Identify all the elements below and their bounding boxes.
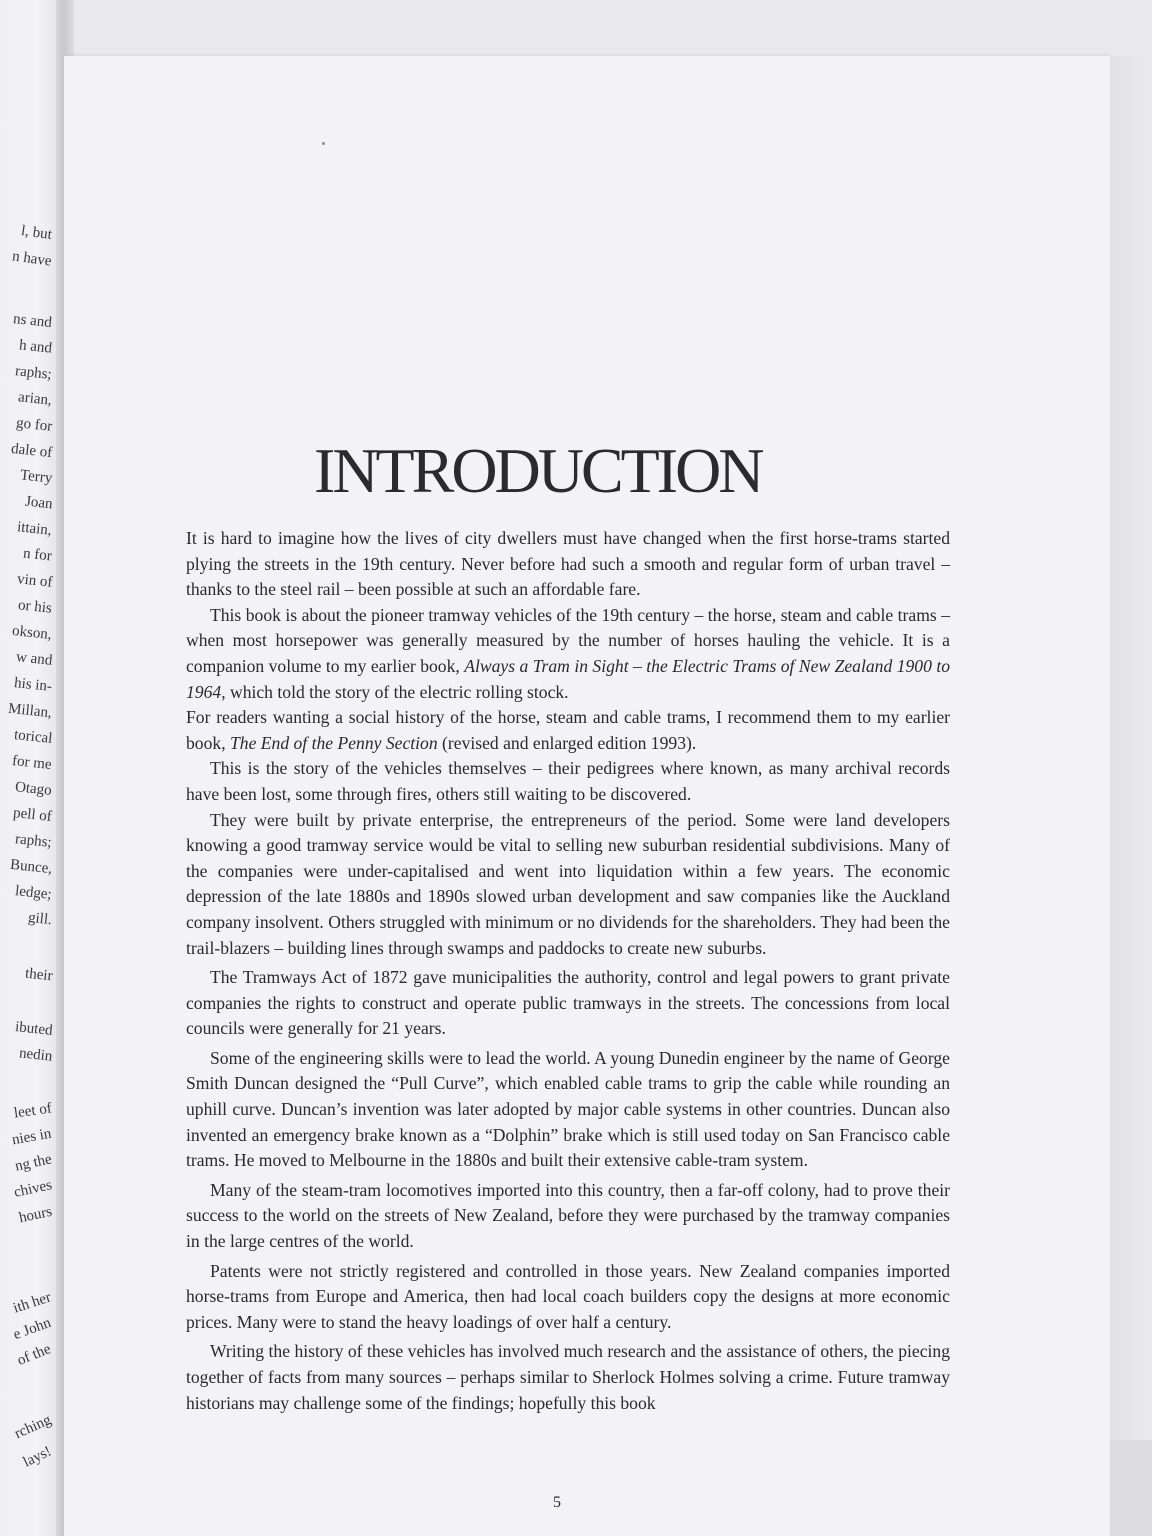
left-page-text-fragment: ledge; bbox=[14, 883, 53, 903]
left-page-text-fragment: gill. bbox=[27, 909, 53, 929]
paragraph: The Tramways Act of 1872 gave municipalities the authority, control and legal powers to grant private companies the rights to construct and operate public tramways in the streets. The concessions from local councils were generally for 21 years. bbox=[186, 967, 950, 1039]
left-facing-page bbox=[0, 0, 62, 1536]
left-page-text-fragment: rching bbox=[11, 1411, 54, 1443]
book-title: The End of the Penny Section bbox=[229, 732, 438, 753]
left-page-text-fragment: Otago bbox=[14, 779, 53, 799]
right-page bbox=[64, 56, 1110, 1536]
left-page-text-fragment: chives bbox=[12, 1177, 54, 1201]
left-page-text-fragment: raphs; bbox=[14, 831, 53, 851]
left-page-text-fragment: Terry bbox=[19, 467, 53, 487]
left-page-text-fragment: or his bbox=[17, 597, 53, 617]
left-page-text-fragment: ibuted bbox=[13, 1019, 53, 1039]
book-title: Always a Tram in Sight – the Electric Trams of New Zealand 1900 to 1964 bbox=[186, 655, 950, 702]
paragraph: This book is about the pioneer tramway vehicles of the 19th century – the horse, steam and cable trams – when most horsepower was generally measured by the number of horses hauling the vehicle. It is a companion volume to my earlier book, Always a Tram in Sight – the Electric Trams of New Zealand 1900 to 1964, which told the story of the electric rolling stock. bbox=[186, 604, 950, 702]
left-page-text-fragment: ng the bbox=[13, 1151, 54, 1175]
left-page-text-fragment: ns and bbox=[12, 311, 53, 331]
left-page-text-fragment: h and bbox=[18, 337, 53, 357]
left-page-text-fragment: Millan, bbox=[7, 700, 53, 722]
left-page-text-fragment: ittain, bbox=[16, 519, 53, 539]
left-page-text-fragment: n have bbox=[11, 248, 53, 270]
paragraph: Many of the steam-tram locomotives imported into this country, then a far-off colony, had to prove their success to the world on the streets of New Zealand, before they were purchased by the tramway companies in the large centres of the world. bbox=[186, 1179, 950, 1252]
left-page-text-fragment: Joan bbox=[23, 493, 53, 513]
page-title: INTRODUCTION bbox=[314, 434, 762, 506]
left-page-text-fragment: his in- bbox=[13, 675, 53, 695]
left-page-text-fragment: arian, bbox=[17, 389, 53, 409]
left-page-text-fragment: torical bbox=[12, 727, 53, 747]
paragraph: Patents were not strictly registered and controlled in those years. New Zealand companies imported horse-trams from Europe and America, then had local coach builders copy the designs at more economic prices. Many were to stand the heavy loadings of over half a century. bbox=[186, 1260, 950, 1332]
paragraph: It is hard to imagine how the lives of city dwellers must have changed when the first horse-trams started plying the streets in the 19th century. Never before had such a smooth and regular form of urban travel – thanks to the steel rail – been possible at such an affordable fare. bbox=[186, 528, 950, 600]
left-page-text-fragment: l, but bbox=[20, 222, 54, 244]
left-page-text-fragment: w and bbox=[15, 649, 53, 669]
left-page-text-fragment: dale of bbox=[10, 440, 53, 462]
page-speck bbox=[322, 142, 325, 145]
left-page-text-fragment: n for bbox=[22, 545, 53, 565]
left-page-text-fragment: ith her bbox=[11, 1289, 54, 1317]
paragraph: They were built by private enterprise, the entrepreneurs of the period. Some were land developers knowing a good tramway service would be vital to selling new suburban residential subdivisions. Many of the companies were under-capitalised and went into liquidation within a few years. The economic depression of the late 1880s and 1890s slowed urban development and saw companies like the Auckland company insolvent. Others struggled with minimum or no dividends for the shareholders. They had been the trail-blazers – building lines through swamps and paddocks to create new suburbs. bbox=[186, 809, 950, 958]
paragraph: Some of the engineering skills were to lead the world. A young Dunedin engineer by the name of George Smith Duncan designed the “Pull Curve”, which enabled cable trams to grip the cable while rounding an uphill curve. Duncan’s invention was later adopted by major cable systems in other countries. Duncan also invented an emergency brake known as a “Dolphin” brake which is still used today on San Francisco cable trams. He moved to Melbourne in the 1880s and built their extensive cable-tram system. bbox=[186, 1047, 950, 1171]
page-number: 5 bbox=[553, 1494, 561, 1511]
left-page-text-fragment: of the bbox=[15, 1341, 54, 1369]
left-page-text-fragment: lays! bbox=[20, 1443, 54, 1471]
left-page-text-fragment: e John bbox=[11, 1314, 54, 1344]
left-page-text-fragment: pell of bbox=[12, 805, 53, 825]
background-surface bbox=[1110, 1440, 1152, 1536]
left-page-text-fragment: nedin bbox=[17, 1045, 53, 1065]
left-page-text-fragment: go for bbox=[15, 415, 53, 435]
left-page-text-fragment: their bbox=[23, 965, 53, 985]
left-page-text-fragment: Bunce, bbox=[9, 856, 53, 878]
page-edge bbox=[1110, 56, 1152, 1536]
paragraph: Writing the history of these vehicles has involved much research and the assistance of others, the piecing together of facts from many sources – perhaps similar to Sherlock Holmes solving a crime. Future tramway historians may challenge some of the findings; hopefully this book bbox=[186, 1341, 950, 1413]
left-page-text-fragment: hours bbox=[17, 1203, 54, 1227]
paragraph: This is the story of the vehicles themselves – their pedigrees where known, as many archival records have been lost, some through fires, others still waiting to be discovered. bbox=[186, 758, 950, 804]
body-text bbox=[186, 526, 950, 1416]
left-page-text-fragment: nies in bbox=[11, 1125, 54, 1149]
left-page-text-fragment: raphs; bbox=[14, 363, 53, 383]
left-page-text-fragment: vin of bbox=[15, 571, 53, 591]
left-page-text-fragment: leet of bbox=[13, 1100, 53, 1122]
left-page-text-fragment: okson, bbox=[11, 622, 53, 644]
left-page-text-fragment: for me bbox=[11, 752, 53, 774]
paragraph: For readers wanting a social history of the horse, steam and cable trams, I recommend them to my earlier book, The End of the Penny Section (revised and enlarged edition 1993). bbox=[186, 707, 950, 753]
